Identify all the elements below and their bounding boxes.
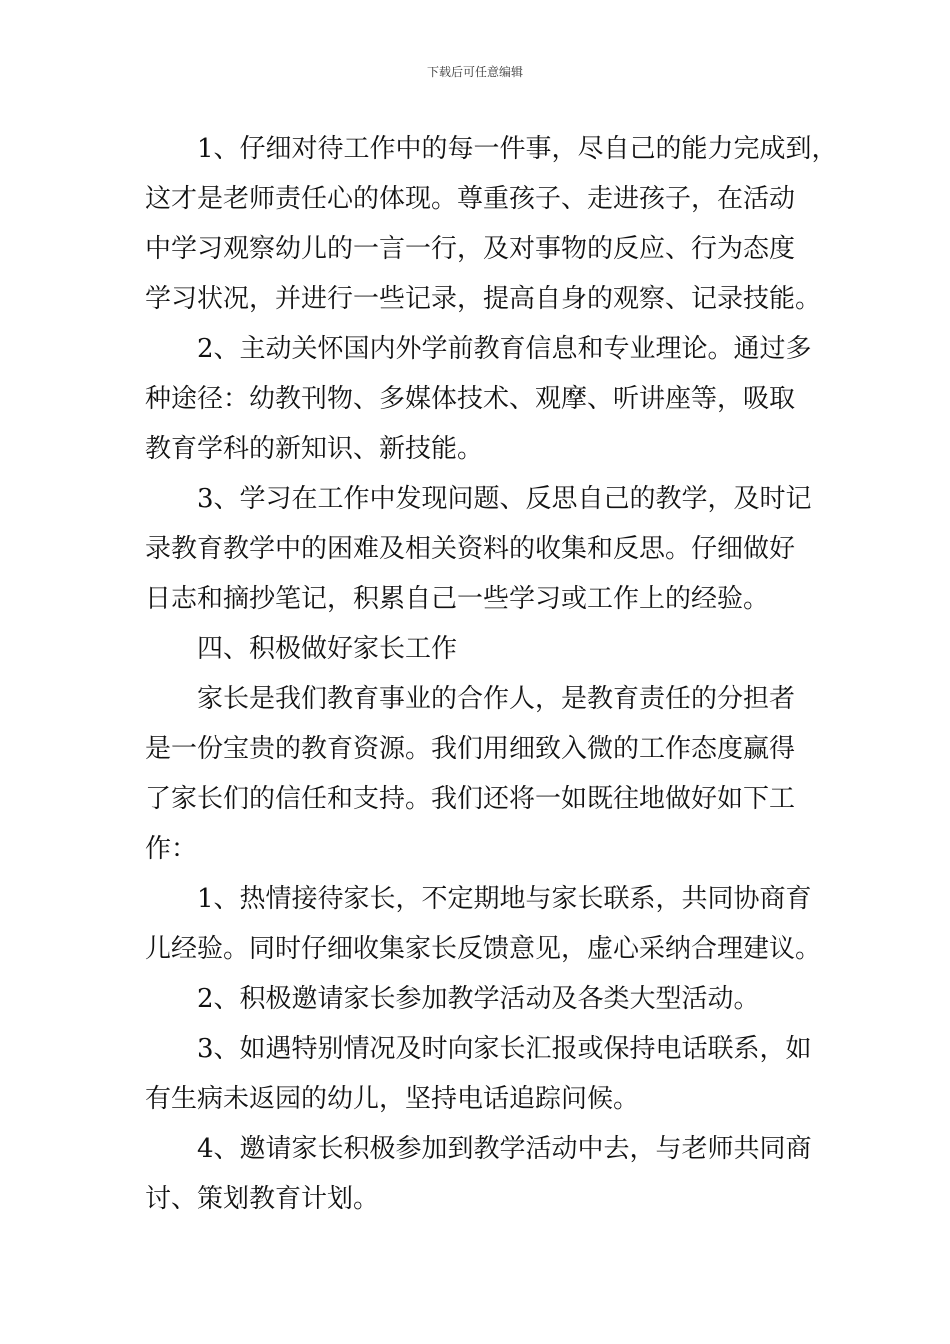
paragraph-line: 1、仔细对待工作中的每一件事，尽自己的能力完成到， [197, 134, 838, 164]
paragraph-line: 儿经验。同时仔细收集家长反馈意见，虚心采纳合理建议。 [145, 934, 822, 964]
paragraph-line: 4、邀请家长积极参加到教学活动中去，与老师共同商 [197, 1134, 812, 1164]
paragraph-line: 教育学科的新知识、新技能。 [145, 434, 484, 464]
paragraph-line: 是一份宝贵的教育资源。我们用细致入微的工作态度赢得 [145, 734, 796, 764]
paragraph-line: 种途径：幼教刊物、多媒体技术、观摩、听讲座等，吸取 [145, 384, 796, 414]
paragraph-line: 了家长们的信任和支持。我们还将一如既往地做好如下工 [145, 784, 796, 814]
paragraph-line: 2、主动关怀国内外学前教育信息和专业理论。通过多 [197, 334, 812, 364]
paragraph-line: 家长是我们教育事业的合作人，是教育责任的分担者 [197, 684, 796, 714]
paragraph-line: 这才是老师责任心的体现。尊重孩子、走进孩子，在活动 [145, 184, 796, 214]
document-body [145, 124, 838, 1224]
page-header: 下载后可任意编辑 [426, 65, 523, 79]
paragraph-line: 讨、策划教育计划。 [145, 1184, 380, 1214]
paragraph-line: 中学习观察幼儿的一言一行，及对事物的反应、行为态度 [145, 234, 796, 264]
paragraph-line: 日志和摘抄笔记，积累自己一些学习或工作上的经验。 [145, 584, 770, 614]
paragraph-line: 2、积极邀请家长参加教学活动及各类大型活动。 [197, 984, 760, 1014]
paragraph-line: 学习状况，并进行一些记录，提高自身的观察、记录技能。 [145, 284, 822, 314]
paragraph-line: 3、学习在工作中发现问题、反思自己的教学，及时记 [197, 484, 812, 514]
section-heading: 四、积极做好家长工作 [197, 634, 458, 664]
paragraph-line: 3、如遇特别情况及时向家长汇报或保持电话联系，如 [197, 1034, 812, 1064]
paragraph-line: 1、热情接待家长，不定期地与家长联系，共同协商育 [197, 884, 812, 914]
paragraph-line: 作： [145, 834, 198, 864]
paragraph-line: 有生病未返园的幼儿，坚持电话追踪问候。 [145, 1084, 640, 1114]
paragraph-line: 录教育教学中的困难及相关资料的收集和反思。仔细做好 [145, 534, 796, 564]
